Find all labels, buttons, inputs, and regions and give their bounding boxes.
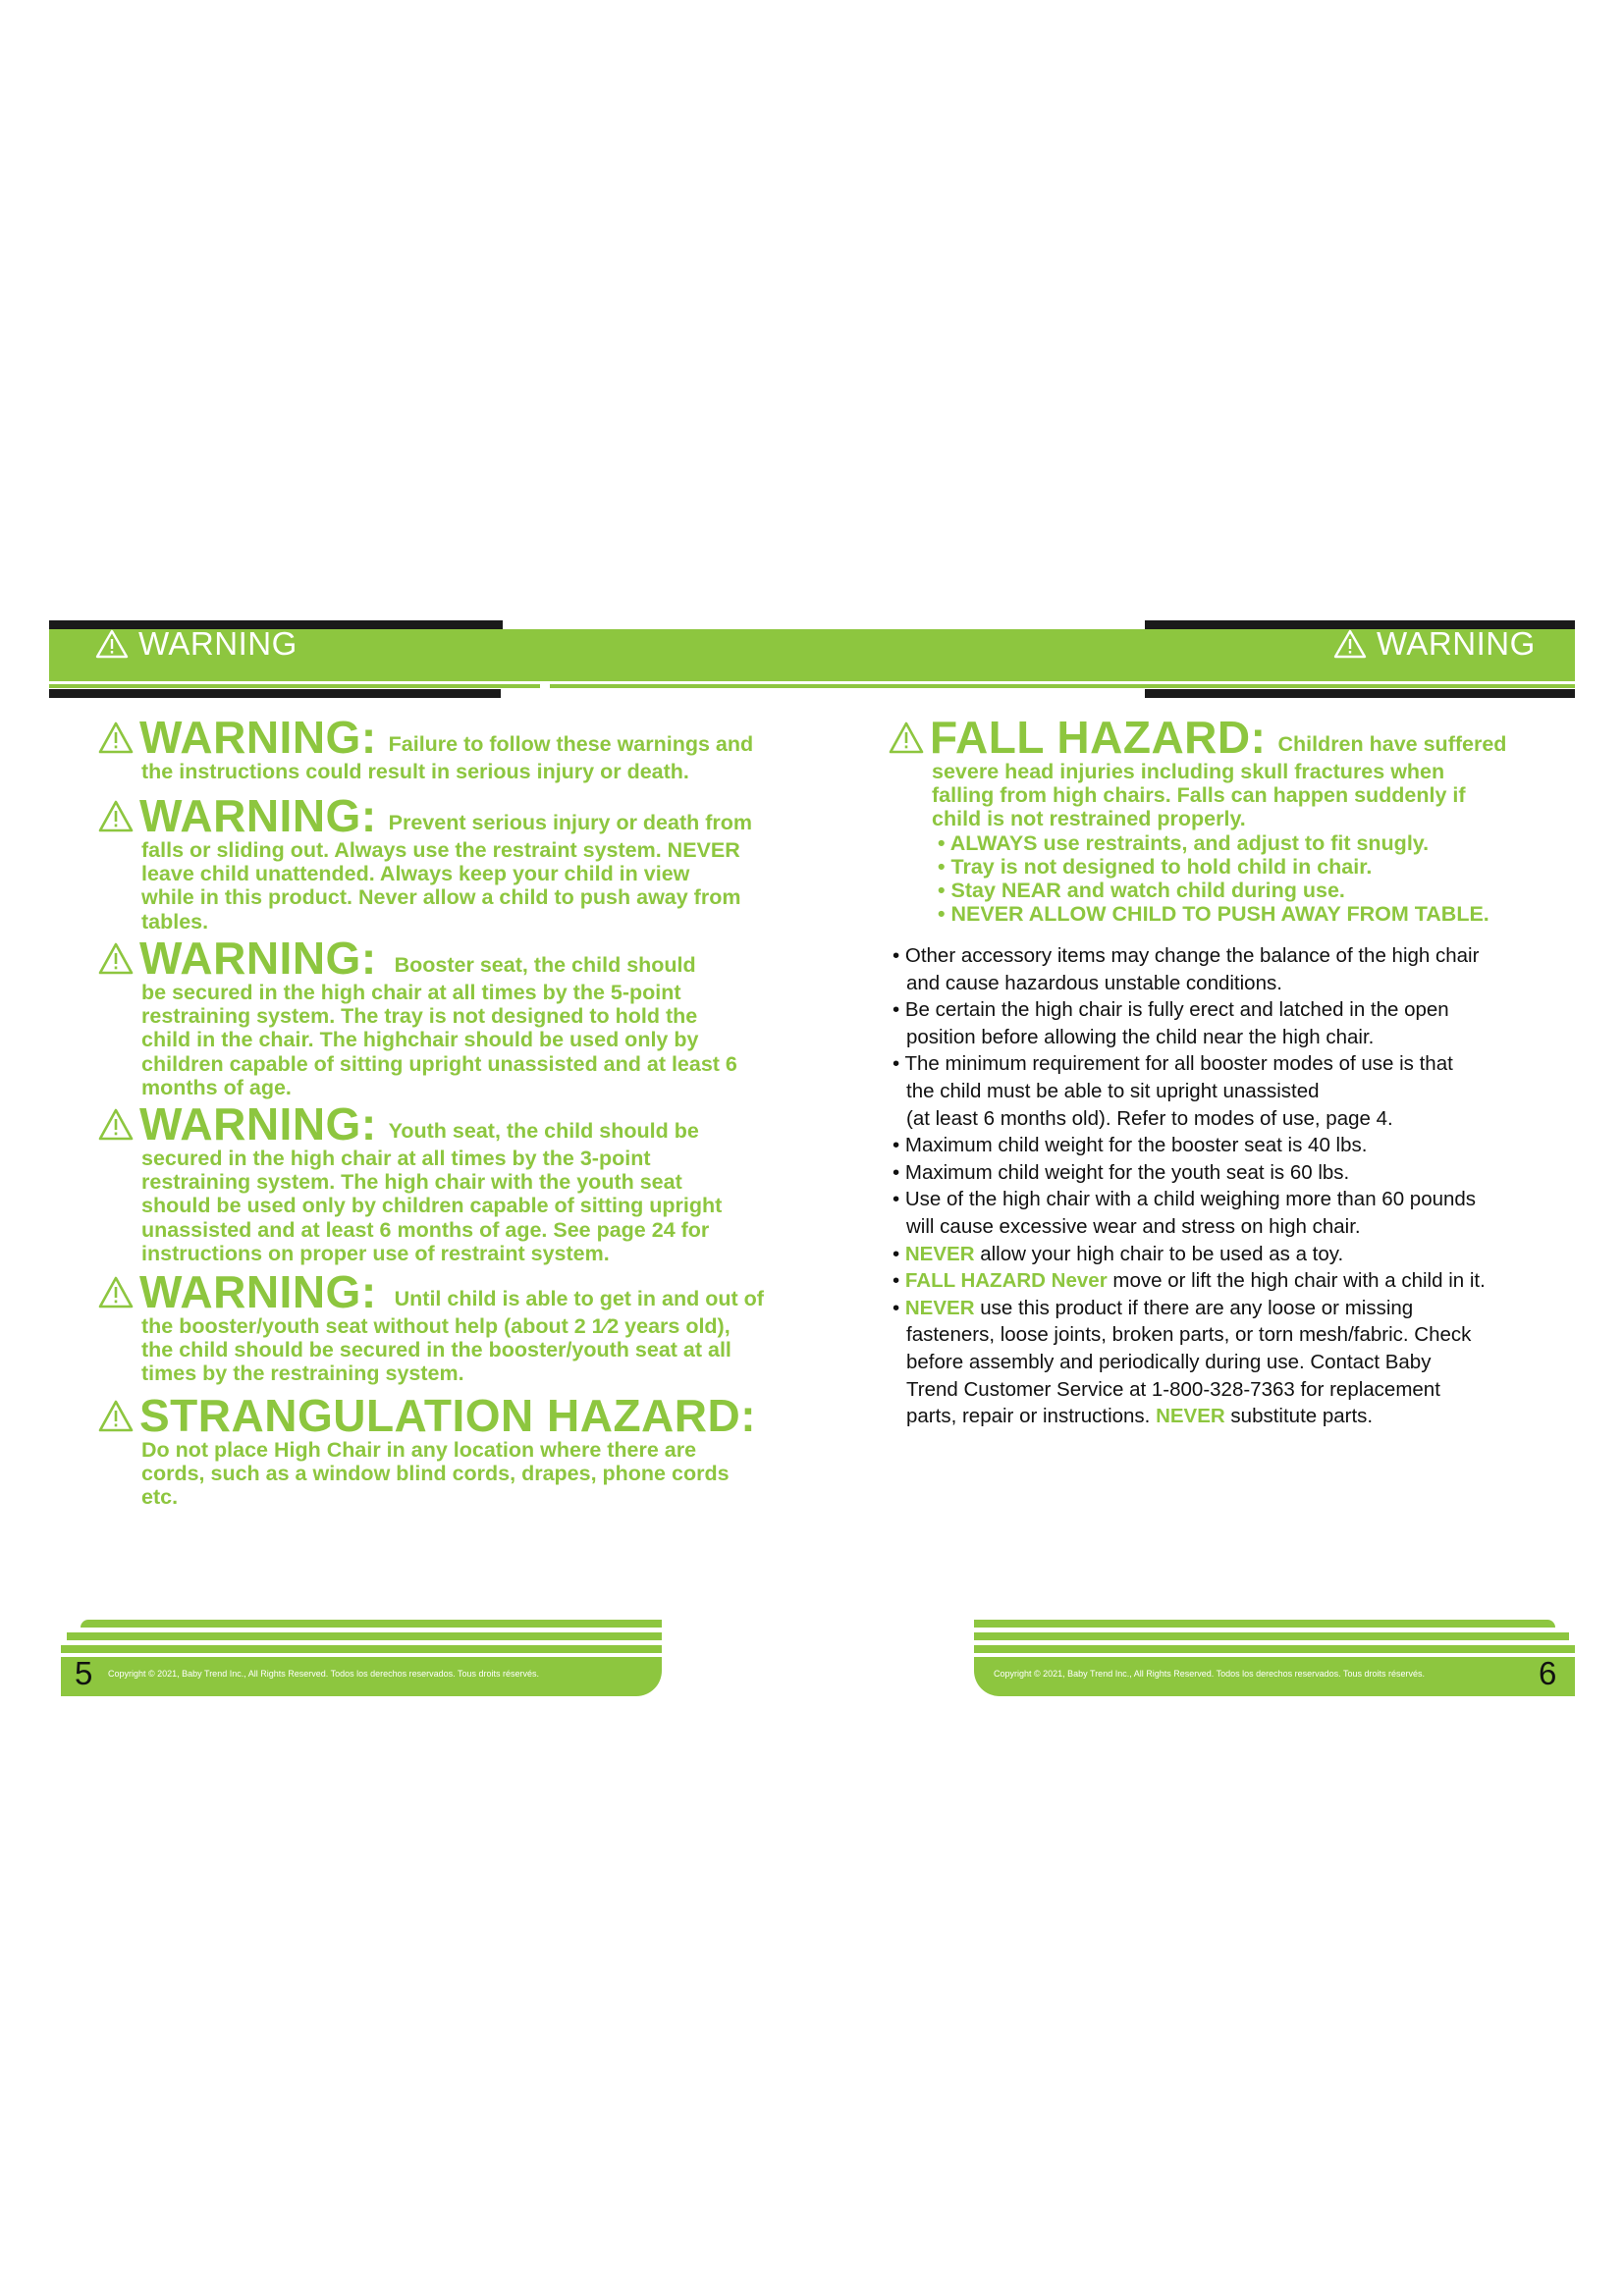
list-line: fasteners, loose joints, broken parts, or torn mesh/fabric. Check bbox=[906, 1323, 1472, 1347]
warning-triangle-icon bbox=[98, 1275, 134, 1310]
list-line: • Use of the high chair with a child weighing more than 60 pounds bbox=[893, 1188, 1477, 1211]
bullet: • bbox=[893, 1269, 905, 1293]
list-line: position before allowing the child near the high chair. bbox=[906, 1025, 1375, 1048]
highlight-text: NEVER bbox=[904, 1242, 975, 1265]
list-item bbox=[893, 1050, 1531, 1132]
warning-triangle-icon bbox=[98, 721, 134, 756]
footer-stripe bbox=[61, 1645, 662, 1653]
warning-text-line: severe head injuries including skull fractures when bbox=[932, 760, 1445, 783]
warning-text-line: secured in the high chair at all times by the 3-point bbox=[141, 1147, 651, 1170]
header-left-title-text: WARNING bbox=[138, 625, 298, 662]
warning-block-4 bbox=[98, 1098, 785, 1265]
copyright-right: Copyright © 2021, Baby Trend Inc., All Rights Reserved. Todos los derechos reservados. Tous droits réservés. bbox=[994, 1669, 1426, 1679]
list-line: Trend Customer Service at 1-800-328-7363 for replacement bbox=[906, 1377, 1440, 1401]
warning-text-line: children capable of sitting upright unassisted and at least 6 bbox=[141, 1051, 737, 1076]
footer-right bbox=[974, 1620, 1575, 1696]
list-item bbox=[893, 1241, 1531, 1268]
hazard-bullet: • Stay NEAR and watch child during use. bbox=[938, 879, 1345, 903]
list-line: • The minimum requirement for all booster modes of use is that bbox=[893, 1052, 1453, 1076]
list-line: • Other accessory items may change the balance of the high chair bbox=[893, 944, 1480, 967]
warning-heading: WARNING: bbox=[139, 1266, 377, 1317]
warning-text-line: be secured in the high chair at all times by the 5-point bbox=[141, 981, 681, 1004]
warning-triangle-icon bbox=[98, 799, 134, 834]
warning-block-3 bbox=[98, 935, 785, 1099]
list-text: substitute parts. bbox=[1224, 1405, 1374, 1428]
list-text: move or lift the high chair with a child in it. bbox=[1107, 1269, 1486, 1293]
copyright-left: Copyright © 2021, Baby Trend Inc., All Rights Reserved. Todos los derechos reservados. Tous droits réservés. bbox=[108, 1669, 540, 1679]
header-left-title bbox=[95, 625, 298, 663]
footer-stripe bbox=[974, 1632, 1569, 1640]
warning-text-line: restraining system. The tray is not designed to hold the bbox=[141, 1004, 698, 1029]
header-right-stripe bbox=[550, 684, 1575, 688]
bullet: • bbox=[893, 1242, 905, 1265]
warning-text-line: etc. bbox=[141, 1485, 179, 1510]
list-item bbox=[893, 996, 1531, 1050]
list-item: • Maximum child weight for the youth seat is 60 lbs. bbox=[893, 1160, 1350, 1184]
header-right-title bbox=[1333, 625, 1536, 663]
warning-text-line: cords, such as a window blind cords, drapes, phone cords bbox=[141, 1462, 730, 1486]
warning-lead-text: Booster seat, the child should bbox=[394, 952, 696, 977]
list-item: • Maximum child weight for the booster seat is 40 lbs. bbox=[893, 1134, 1368, 1157]
warning-text-line: months of age. bbox=[141, 1075, 292, 1099]
warning-block-2 bbox=[98, 790, 785, 934]
warning-lead-text: Prevent serious injury or death from bbox=[388, 810, 753, 834]
warning-lead-text: Until child is able to get in and out of bbox=[394, 1286, 764, 1310]
warning-text-line: falls or sliding out. Always use the restraint system. NEVER bbox=[141, 838, 740, 862]
warning-text-line: the instructions could result in serious injury or death. bbox=[141, 760, 689, 783]
list-line: • Be certain the high chair is fully erect and latched in the open bbox=[893, 998, 1449, 1022]
warning-heading: WARNING: bbox=[139, 790, 377, 841]
strangulation-hazard-block bbox=[98, 1390, 785, 1510]
header-right-black-bottom bbox=[1145, 689, 1575, 698]
warning-lead-text: Children have suffered bbox=[1277, 731, 1507, 756]
warning-triangle-icon bbox=[889, 721, 924, 756]
footer-stripe bbox=[81, 1620, 662, 1628]
list-line: (at least 6 months old). Refer to modes of use, page 4. bbox=[906, 1106, 1393, 1130]
highlight-text: NEVER bbox=[1156, 1405, 1225, 1428]
hazard-bullet: • NEVER ALLOW CHILD TO PUSH AWAY FROM TABLE. bbox=[938, 902, 1489, 927]
warning-text-line: Do not place High Chair in any location where there are bbox=[141, 1438, 697, 1462]
warning-text-line: should be used only by children capable of sitting upright bbox=[141, 1194, 723, 1218]
warning-text-line: leave child unattended. Always keep your child in view bbox=[141, 862, 690, 886]
warning-text-line: while in this product. Never allow a child to push away from bbox=[141, 885, 741, 910]
list-line: and cause hazardous unstable conditions. bbox=[906, 971, 1282, 994]
hazard-heading: FALL HAZARD: bbox=[930, 712, 1267, 763]
list-text: parts, repair or instructions. bbox=[906, 1405, 1157, 1428]
header-right-title-text: WARNING bbox=[1377, 625, 1536, 662]
highlight-text: FALL HAZARD Never bbox=[904, 1269, 1108, 1293]
warning-text-line: restraining system. The high chair with the youth seat bbox=[141, 1170, 682, 1195]
warning-triangle-icon bbox=[1333, 629, 1367, 659]
warning-triangle-icon bbox=[95, 629, 129, 659]
warning-text-line: instructions on proper use of restraint system. bbox=[141, 1241, 610, 1265]
warning-text-line: times by the restraining system. bbox=[141, 1362, 464, 1386]
list-line: before assembly and periodically during use. Contact Baby bbox=[906, 1350, 1432, 1373]
warning-triangle-icon bbox=[98, 941, 134, 977]
hazard-heading: STRANGULATION HAZARD: bbox=[139, 1390, 757, 1441]
warning-block-5 bbox=[98, 1266, 785, 1386]
hazard-bullet: • Tray is not designed to hold child in chair. bbox=[938, 854, 1373, 879]
warning-block-1 bbox=[98, 712, 785, 783]
warning-triangle-icon bbox=[98, 1107, 134, 1143]
list-item bbox=[893, 1267, 1531, 1295]
warning-heading: WARNING: bbox=[139, 1098, 377, 1149]
warning-text-line: falling from high chairs. Falls can happen suddenly if bbox=[932, 783, 1466, 808]
bullet: • bbox=[893, 1296, 905, 1319]
list-item bbox=[893, 1295, 1531, 1430]
warning-text-line: the booster/youth seat without help (about 2 1⁄2 years old), bbox=[141, 1314, 731, 1338]
safety-list bbox=[893, 942, 1531, 1430]
warning-lead-text: Failure to follow these warnings and bbox=[388, 731, 754, 756]
fall-hazard-block bbox=[889, 712, 1576, 927]
warning-text-line: child in the chair. The highchair should be used only by bbox=[141, 1028, 699, 1052]
warning-text-line: the child should be secured in the booster/youth seat at all bbox=[141, 1338, 731, 1362]
warning-text-line: unassisted and at least 6 months of age. See page 24 for bbox=[141, 1217, 710, 1242]
highlight-text: NEVER bbox=[904, 1296, 975, 1319]
list-text: use this product if there are any loose or missing bbox=[974, 1296, 1414, 1319]
list-line: the child must be able to sit upright unassisted bbox=[906, 1079, 1320, 1102]
list-item bbox=[893, 1186, 1531, 1240]
warning-lead-text: Youth seat, the child should be bbox=[388, 1118, 699, 1143]
warning-text-line: tables. bbox=[141, 909, 209, 934]
page-number-left: 5 bbox=[75, 1655, 93, 1691]
list-item bbox=[893, 942, 1531, 996]
footer-stripe bbox=[974, 1645, 1575, 1653]
warning-triangle-icon bbox=[98, 1399, 134, 1434]
header-left-black-bottom bbox=[49, 689, 501, 698]
list-line: will cause excessive wear and stress on high chair. bbox=[906, 1214, 1361, 1238]
hazard-bullet: • ALWAYS use restraints, and adjust to fit snugly. bbox=[938, 830, 1430, 855]
page-number-right: 6 bbox=[1539, 1655, 1557, 1691]
warning-heading: WARNING: bbox=[139, 712, 377, 763]
header-left-stripe bbox=[49, 684, 540, 688]
footer-stripe bbox=[974, 1620, 1555, 1628]
footer-stripe bbox=[67, 1632, 662, 1640]
list-text: allow your high chair to be used as a toy. bbox=[974, 1242, 1344, 1265]
warning-heading: WARNING: bbox=[139, 933, 377, 984]
footer-left bbox=[61, 1620, 662, 1696]
warning-text-line: child is not restrained properly. bbox=[932, 807, 1246, 831]
